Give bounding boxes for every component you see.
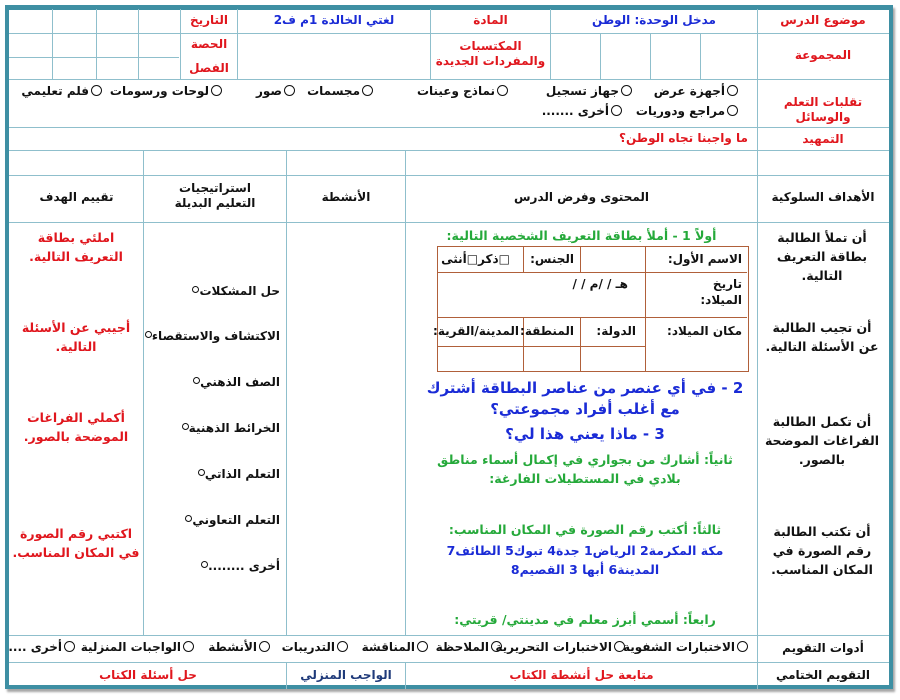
personal-id-card — [433, 246, 749, 372]
card-gender: الجنس: — [530, 252, 574, 266]
assessment-option[interactable]: الاختبارات الشفوية — [623, 640, 748, 654]
radio-icon — [284, 85, 295, 96]
assessment-option[interactable]: الاختبارات التحريرية — [495, 640, 625, 654]
card-first-name: الاسم الأول: — [667, 252, 742, 266]
radio-icon — [211, 85, 222, 96]
tool-option[interactable]: لوحات ورسومات — [110, 84, 222, 98]
bullet-icon — [182, 423, 189, 430]
col-evaluation: تقييم الهدف — [39, 190, 114, 204]
intro-label: التمهيد — [802, 132, 844, 146]
assessment-option[interactable]: الملاحظة — [436, 640, 502, 654]
content-first-title: أولاً 1 - أملأ بطاقة التعريف الشخصية التالية: — [446, 228, 717, 243]
lesson-topic-label: موضوع الدرس — [780, 13, 866, 27]
assessment-option[interactable]: التدريبات — [282, 640, 348, 654]
radio-icon — [362, 85, 373, 96]
assessment-option[interactable]: أخرى .... — [8, 640, 75, 654]
card-city: المدينة/القرية: — [433, 324, 519, 338]
tool-option[interactable]: أجهزة عرض — [654, 84, 738, 98]
radio-icon — [727, 85, 738, 96]
tool-option[interactable]: أخرى ....... — [542, 104, 622, 118]
radio-icon — [491, 641, 502, 652]
card-gender-options[interactable]: □ذكر□أنثى — [441, 252, 510, 266]
class-label: الفصل — [189, 61, 229, 75]
goal-item: أن تملأ الطالبة بطاقة التعريف التالية. — [776, 230, 868, 283]
card-country: الدولة: — [596, 324, 636, 338]
intro-value: ما واجبنا تجاه الوطن؟ — [619, 131, 748, 145]
homework-value: حل أسئلة الكتاب — [99, 668, 197, 682]
subject-label: المادة — [473, 13, 508, 27]
homework-label: الواجب المنزلي — [300, 668, 392, 682]
tool-option[interactable]: جهاز تسجيل — [546, 84, 632, 98]
strategy-item[interactable]: الاكتشاف والاستقصاء — [170, 329, 280, 343]
tool-option[interactable]: صور — [256, 84, 295, 98]
card-region: المنطقة: — [520, 324, 574, 338]
evaluation-item: اكتبي رقم الصورة في المكان المناسب. — [12, 526, 140, 560]
goal-item: أن تكمل الطالبة الفراغات الموضحة بالصور. — [764, 414, 880, 467]
content-second: ثانياً: أشارك من بجواري في إكمال أسماء مناطق بلادي في المستطيلات الفارغة: — [437, 452, 733, 486]
lesson-topic-value: مدخل الوحدة: الوطن — [592, 13, 716, 27]
goal-item: أن تكتب الطالبة رقم الصورة في المكان المناسب. — [771, 524, 873, 577]
content-third-line2: المدينة6 أبها 3 القصيم8 — [510, 562, 660, 577]
evaluation-item: املئي بطاقة التعريف التالية. — [29, 230, 123, 264]
card-birth-place: مكان الميلاد: — [667, 324, 742, 338]
strategy-item[interactable]: أخرى ........ — [170, 559, 280, 573]
tool-option[interactable]: مراجع ودوريات — [636, 104, 738, 118]
strategy-item[interactable]: التعلم التعاوني — [170, 513, 280, 527]
tools-label: تقلبات التعلم والوسائل — [783, 95, 863, 124]
col-content: المحتوى وفرض الدرس — [513, 190, 650, 204]
radio-icon — [611, 105, 622, 116]
content-fourth: رابعاً: أسمي أبرز معلم في مدينتي/ قريتي: — [454, 612, 716, 627]
col-activities: الأنشطة — [321, 190, 371, 204]
subject-value: لغتي الخالدة 1م ف2 — [273, 13, 395, 27]
content-third-title: ثالثاً: أكتب رقم الصورة في المكان المناسب: — [448, 522, 722, 537]
card-birth-date: تاريخ الميلاد: — [700, 277, 742, 307]
evaluation-item: أجيبي عن الأسئلة التالية. — [21, 320, 131, 354]
assessment-option[interactable]: الأنشطة — [208, 640, 270, 654]
assessment-option[interactable]: المناقشة — [362, 640, 428, 654]
bullet-icon — [145, 331, 152, 338]
final-assessment-label: التقويم الختامي — [775, 668, 870, 682]
group-label: المجموعة — [794, 48, 852, 62]
assessment-tools-label: أدوات التقويم — [782, 641, 864, 655]
tool-option[interactable]: فلم تعليمي — [21, 84, 102, 98]
radio-icon — [417, 641, 428, 652]
tool-option[interactable]: مجسمات — [307, 84, 373, 98]
strategy-item[interactable]: الصف الذهني — [170, 375, 280, 389]
radio-icon — [259, 641, 270, 652]
content-third-line1: مكة المكرمة2 الرياض1 جدة4 تبوك5 الطائف7 — [446, 543, 724, 558]
radio-icon — [621, 85, 632, 96]
bullet-icon — [198, 469, 205, 476]
radio-icon — [183, 641, 194, 652]
date-label: التاريخ — [189, 13, 229, 27]
acquired-vocab-label: المكتسبات والمفردات الجديدة — [435, 39, 546, 68]
card-date-format[interactable]: / / هـ / /م — [572, 277, 628, 291]
radio-icon — [337, 641, 348, 652]
assessment-option[interactable]: الواجبات المنزلية — [81, 640, 194, 654]
content-q2: 2 - في أي عنصر من عناصر البطاقة أشترك مع أغلب أفراد مجموعتي؟ — [426, 379, 744, 418]
radio-icon — [614, 641, 625, 652]
radio-icon — [737, 641, 748, 652]
evaluation-item: أكملي الفراغات الموضحة بالصور. — [23, 410, 129, 444]
radio-icon — [727, 105, 738, 116]
content-q3: 3 - ماذا يعني هذا لي؟ — [505, 425, 665, 443]
radio-icon — [497, 85, 508, 96]
radio-icon — [64, 641, 75, 652]
tool-option[interactable]: نماذج وعينات — [417, 84, 508, 98]
strategy-item[interactable]: حل المشكلات — [170, 284, 280, 298]
col-strategies: استراتيجيات التعليم البديلة — [174, 181, 256, 210]
col-goals: الأهداف السلوكية — [771, 190, 875, 204]
strategy-item[interactable]: التعلم الذاتي — [170, 467, 280, 481]
strategy-item[interactable]: الخرائط الذهنية — [170, 421, 280, 435]
radio-icon — [91, 85, 102, 96]
final-assessment-value: متابعة حل أنشطة الكتاب — [509, 668, 654, 682]
period-label: الحصة — [190, 37, 228, 51]
goal-item: أن تجيب الطالبة عن الأسئلة التالية. — [765, 320, 879, 354]
